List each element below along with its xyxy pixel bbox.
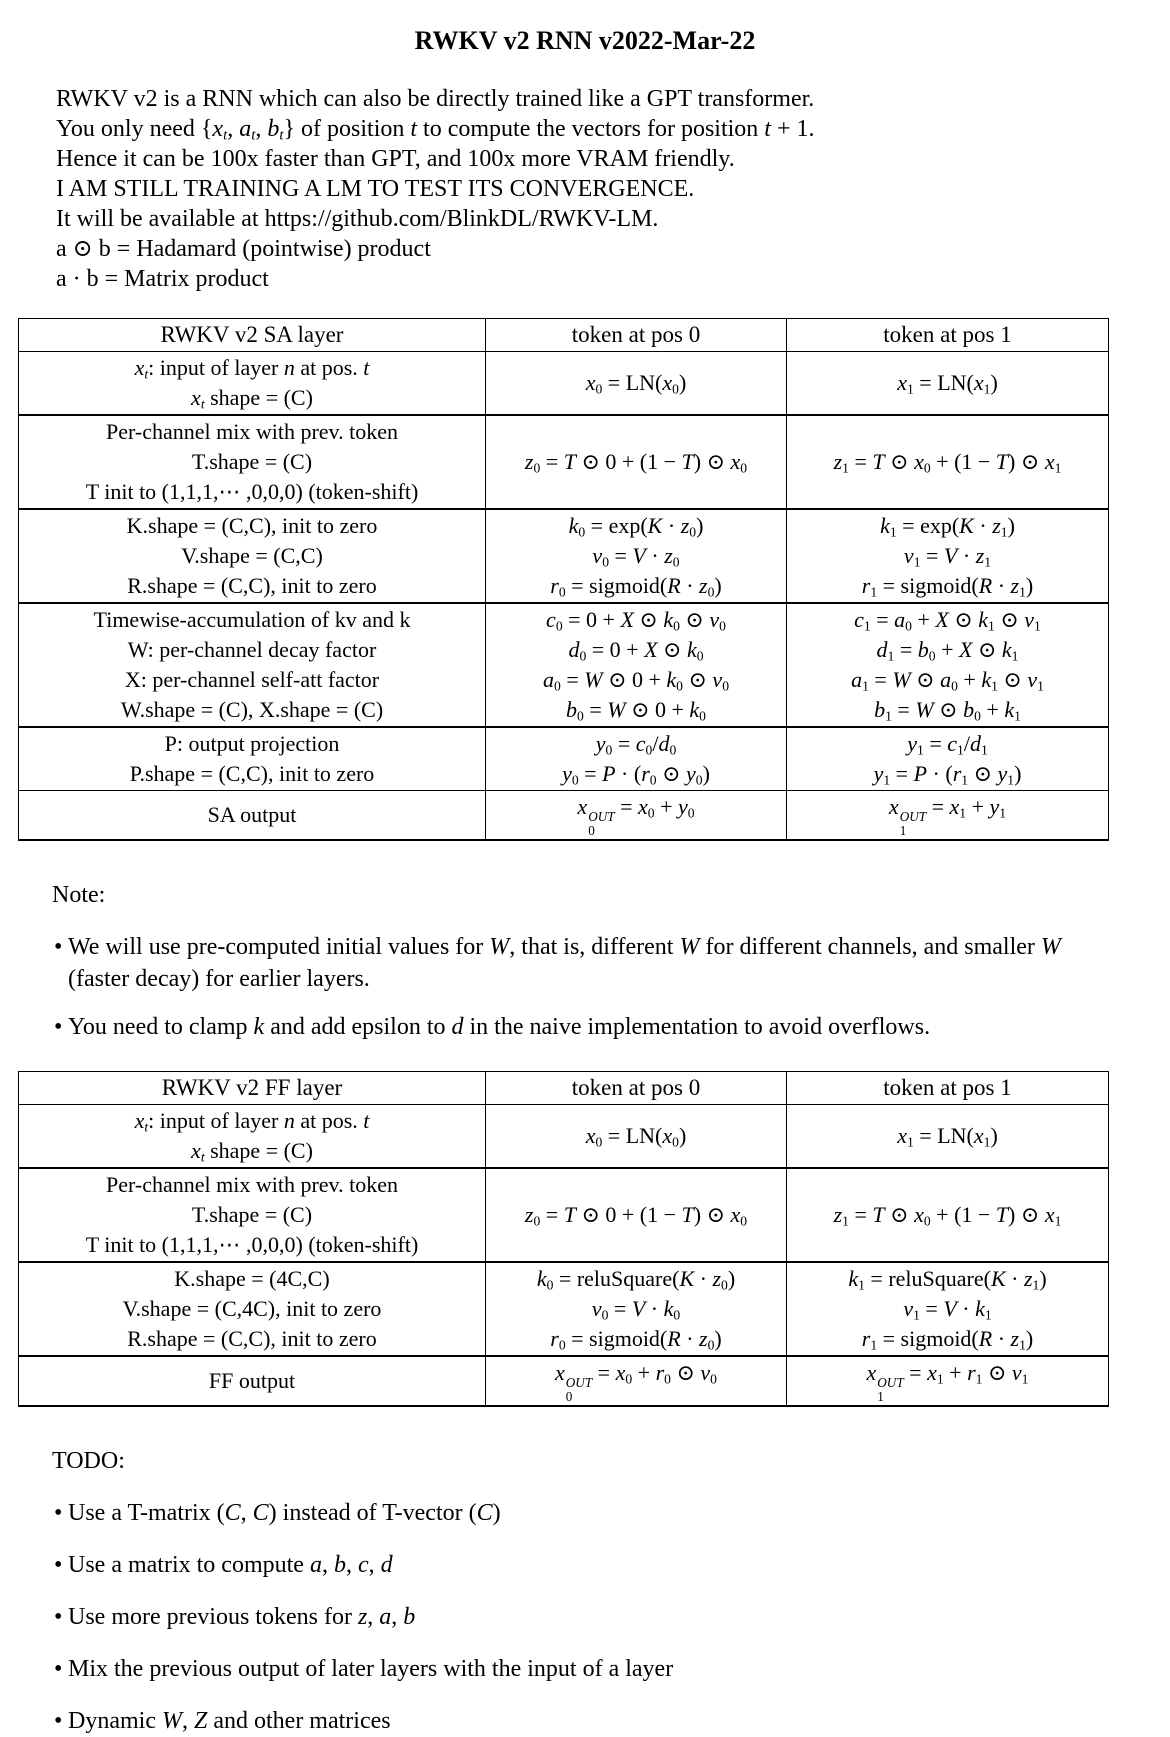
todo-bullet-item bbox=[54, 1653, 1102, 1685]
table-row bbox=[19, 791, 1109, 840]
table-cell-desc: K.shape = (4C,C) V.shape = (C,4C), init to zero R.shape = (C,C), init to zero bbox=[19, 1262, 486, 1356]
table-header-cell: RWKV v2 SA layer bbox=[19, 319, 486, 352]
table-header-row bbox=[19, 319, 1109, 352]
table-cell-pos0: x OUT 0 = $x_0 + r_0$ ⊙ $v_0$ bbox=[486, 1356, 787, 1406]
table-cell-desc: $x_t$: input of layer n at pos. t $x_t$ shape = (C) bbox=[19, 1104, 486, 1168]
table-row bbox=[19, 415, 1109, 509]
intro-line: Hence it can be 100x faster than GPT, and 100x more VRAM friendly. bbox=[56, 146, 735, 172]
matrix-product-definition-line: a · b = Matrix product bbox=[56, 266, 269, 292]
hadamard-definition-line: a ⊙ b = Hadamard (pointwise) product bbox=[56, 236, 431, 262]
table-cell-desc: Per-channel mix with prev. token T.shape = (C) T init to (1,1,1,⋯ ,0,0,0) (token-shift) bbox=[19, 1168, 486, 1262]
table-header-row bbox=[19, 1071, 1109, 1104]
table-cell-pos0: $z_0 = T$ ⊙ 0 + (1 − T) ⊙ $x_0$ bbox=[486, 1168, 787, 1262]
todo-bullet-text: Use a matrix to compute a, b, c, d bbox=[68, 1551, 393, 1578]
table-header-cell: token at pos 0 bbox=[486, 319, 787, 352]
table-cell-desc: $x_t$: input of layer n at pos. t $x_t$ shape = (C) bbox=[19, 352, 486, 416]
table-cell-pos0: x OUT 0 = $x_0 + y_0$ bbox=[486, 791, 787, 840]
table-row bbox=[19, 509, 1109, 603]
table-cell-pos1: $x_1 = LN(x_1)$ bbox=[787, 352, 1109, 416]
table-cell-pos0: $k_0$ = reluSquare(K · $z_0$) $v_0 = V \cdot k_0$ $r_0$ = sigmoid(R · $z_0$) bbox=[486, 1262, 787, 1356]
bullet-icon: • bbox=[54, 1551, 63, 1578]
table-row bbox=[19, 1262, 1109, 1356]
todo-bullet-text: Dynamic W, Z and other matrices bbox=[68, 1707, 391, 1734]
note-bullet-text: You need to clamp k and add epsilon to d in the naive implementation to avoid overflows. bbox=[68, 1013, 931, 1040]
table-cell-pos1: $z_1 = T$ ⊙ $x_0 + (1 - T)$ ⊙ $x_1$ bbox=[787, 415, 1109, 509]
table-cell-desc: Timewise-accumulation of kv and k W: per-channel decay factor X: per-channel self-att factor W.shape = (C), X.shape = (C) bbox=[19, 603, 486, 727]
todo-bullet-text: Use a T-matrix (C, C) instead of T-vector (C) bbox=[68, 1499, 501, 1526]
intro-line: RWKV v2 is a RNN which can also be directly trained like a GPT transformer. bbox=[56, 86, 815, 112]
bullet-icon: • bbox=[54, 1499, 63, 1526]
todo-bullet-item bbox=[54, 1497, 1102, 1529]
table-cell-pos0: $x_0 = LN(x_0)$ bbox=[486, 1104, 787, 1168]
table-cell-pos1: $y_1 = c_1/d_1$ $y_1 = P \cdot (r_1$ ⊙ $y_1$) bbox=[787, 727, 1109, 791]
todo-heading: TODO: bbox=[52, 1447, 125, 1474]
table-cell-pos1: $k_1$ = reluSquare(K · $z_1$) $v_1 = V \cdot k_1$ $r_1$ = sigmoid(R · $z_1$) bbox=[787, 1262, 1109, 1356]
intro-line: You only need {$x_t$, $a_t$, $b_t$} of position t to compute the vectors for position t + 1. bbox=[56, 116, 815, 144]
table-cell-pos0: $x_0 = LN(x_0)$ bbox=[486, 352, 787, 416]
todo-bullet-text: Use more previous tokens for z, a, b bbox=[68, 1603, 416, 1630]
table-cell-pos0: $k_0 = \exp(K \cdot z_0)$ $v_0 = V \cdot z_0$ $r_0$ = sigmoid(R · $z_0$) bbox=[486, 509, 787, 603]
bullet-icon: • bbox=[54, 1013, 63, 1040]
table-row bbox=[19, 1168, 1109, 1262]
table-cell-pos1: $c_1 = a_0 + X$ ⊙ $k_1$ ⊙ $v_1$ $d_1 = b_0 + X$ ⊙ $k_1$ $a_1 = W$ ⊙ $a_0 + k_1$ ⊙ $v_1$ $b_1 = W$ ⊙ $b_0 + k_1$ bbox=[787, 603, 1109, 727]
todo-bullet-item bbox=[54, 1705, 1102, 1737]
table-header-cell: token at pos 1 bbox=[787, 1071, 1109, 1104]
intro-line: I AM STILL TRAINING A LM TO TEST ITS CONVERGENCE. bbox=[56, 176, 695, 202]
table-cell-pos1: x OUT 1 = $x_1 + r_1$ ⊙ $v_1$ bbox=[787, 1356, 1109, 1406]
sa-layer-table bbox=[18, 318, 1109, 841]
table-header-cell: RWKV v2 FF layer bbox=[19, 1071, 486, 1104]
repo-url-line: It will be available at https://github.com/BlinkDL/RWKV-LM. bbox=[56, 206, 659, 232]
note-bullet-text: We will use pre-computed initial values for W, that is, different W for different channels, and smaller W (faster decay) for earlier layers. bbox=[68, 933, 1061, 992]
bullet-icon: • bbox=[54, 933, 63, 960]
todo-bullet-item bbox=[54, 1601, 1102, 1633]
table-cell-pos1: $k_1 = \exp(K \cdot z_1)$ $v_1 = V \cdot z_1$ $r_1$ = sigmoid(R · $z_1$) bbox=[787, 509, 1109, 603]
table-cell-pos0: $z_0 = T$ ⊙ 0 + (1 − T) ⊙ $x_0$ bbox=[486, 415, 787, 509]
table-row bbox=[19, 1356, 1109, 1406]
table-row bbox=[19, 1104, 1109, 1168]
note-heading: Note: bbox=[52, 881, 106, 908]
table-cell-desc: SA output bbox=[19, 791, 486, 840]
bullet-icon: • bbox=[54, 1707, 63, 1734]
note-bullet-item bbox=[54, 931, 1102, 995]
table-row bbox=[19, 727, 1109, 791]
table-cell-pos1: x OUT 1 = $x_1 + y_1$ bbox=[787, 791, 1109, 840]
intro-paragraph bbox=[56, 84, 1170, 294]
note-bullet-item bbox=[54, 1011, 1102, 1043]
table-header-cell: token at pos 0 bbox=[486, 1071, 787, 1104]
table-cell-pos0: $y_0 = c_0/d_0$ $y_0 = P \cdot (r_0$ ⊙ $y_0$) bbox=[486, 727, 787, 791]
table-cell-desc: Per-channel mix with prev. token T.shape = (C) T init to (1,1,1,⋯ ,0,0,0) (token-shift) bbox=[19, 415, 486, 509]
bullet-icon: • bbox=[54, 1603, 63, 1630]
ff-layer-table bbox=[18, 1071, 1109, 1407]
table-row bbox=[19, 603, 1109, 727]
table-cell-pos1: $z_1 = T$ ⊙ $x_0 + (1 - T)$ ⊙ $x_1$ bbox=[787, 1168, 1109, 1262]
todo-bullet-item bbox=[54, 1549, 1102, 1581]
table-cell-desc: K.shape = (C,C), init to zero V.shape = (C,C) R.shape = (C,C), init to zero bbox=[19, 509, 486, 603]
table-row bbox=[19, 352, 1109, 416]
bullet-icon: • bbox=[54, 1655, 63, 1682]
table-cell-desc: FF output bbox=[19, 1356, 486, 1406]
todo-bullet-text: Mix the previous output of later layers with the input of a layer bbox=[68, 1655, 674, 1682]
table-cell-desc: P: output projection P.shape = (C,C), init to zero bbox=[19, 727, 486, 791]
table-cell-pos0: $c_0 = 0 + X$ ⊙ $k_0$ ⊙ $v_0$ $d_0 = 0 + X$ ⊙ $k_0$ $a_0 = W$ ⊙ $0 + k_0$ ⊙ $v_0$ $b_0 = W$ ⊙ $0 + k_0$ bbox=[486, 603, 787, 727]
document-title: RWKV v2 RNN v2022-Mar-22 bbox=[414, 26, 756, 55]
table-header-cell: token at pos 1 bbox=[787, 319, 1109, 352]
table-cell-pos1: $x_1 = LN(x_1)$ bbox=[787, 1104, 1109, 1168]
